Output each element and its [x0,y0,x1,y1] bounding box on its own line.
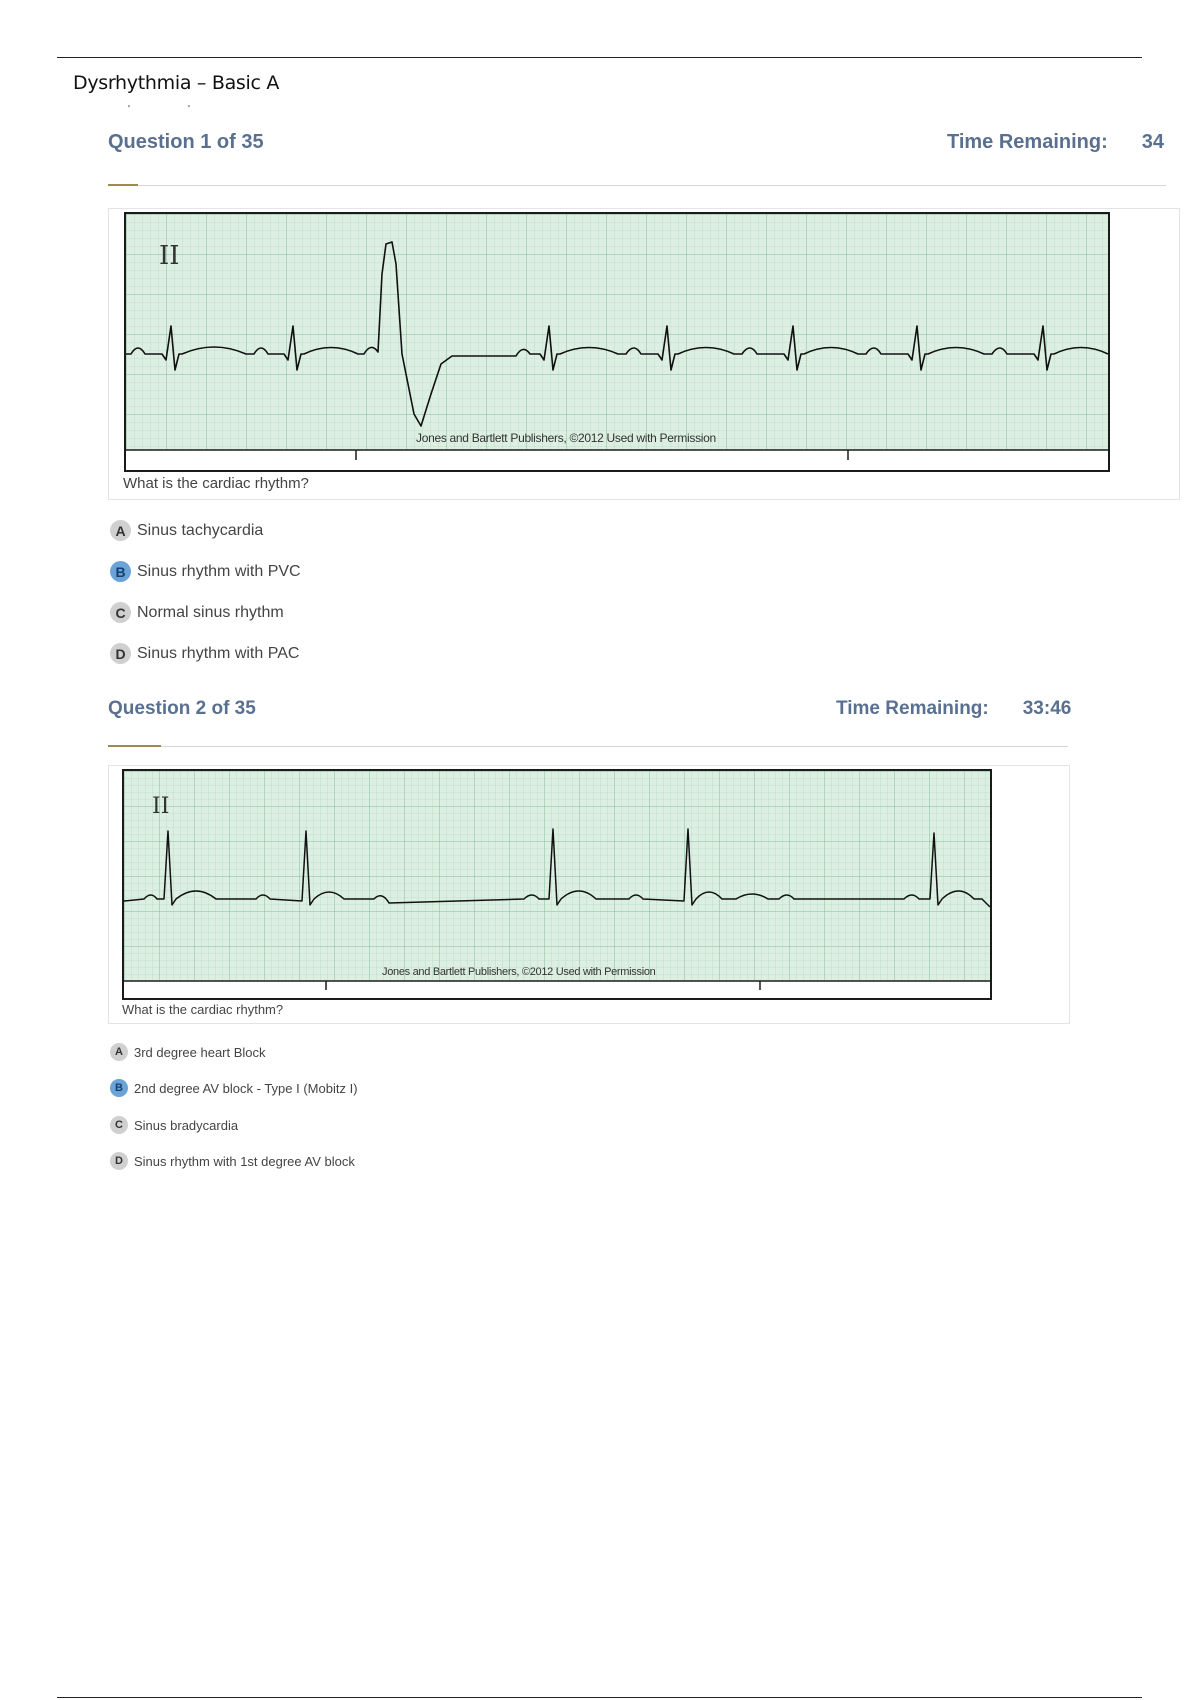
image-credit: Jones and Bartlett Publishers, ©2012 Used with Permission [382,966,656,978]
option-letter-badge-selected: B [110,561,131,582]
option-letter-badge: D [110,1152,128,1170]
option-label: 3rd degree heart Block [134,1044,266,1060]
option-label: Sinus tachycardia [137,521,264,539]
ecg-strip-image [124,212,1110,472]
question-panel [108,765,1070,1024]
option-letter-badge: D [110,643,131,664]
option-label: Sinus rhythm with PVC [137,562,301,580]
answer-option[interactable] [110,1152,355,1170]
top-rule [57,57,1142,58]
option-label: Normal sinus rhythm [137,603,284,621]
time-remaining-value: 34 [1141,131,1164,153]
answer-option[interactable] [110,520,263,541]
ecg-strip-image [122,769,992,1000]
answer-option[interactable] [110,602,284,623]
answer-option-selected[interactable] [110,1079,358,1097]
answer-option[interactable] [110,1043,266,1061]
document-title: Dysrhythmia – Basic A [73,72,280,94]
option-letter-badge: A [110,520,131,541]
question-prompt: What is the cardiac rhythm? [123,475,309,492]
option-letter-badge: A [110,1043,128,1061]
bottom-rule [57,1697,1142,1698]
option-label: 2nd degree AV block - Type I (Mobitz I) [134,1080,358,1096]
question-divider [108,746,1068,747]
time-remaining-value: 33:46 [1022,698,1072,719]
ecg-lead-label: II [159,241,180,271]
time-remaining-label: Time Remaining: [836,698,989,719]
time-remaining [836,698,1071,720]
time-remaining [947,131,1164,154]
option-letter-badge: C [110,1116,128,1134]
question-prompt: What is the cardiac rhythm? [122,1002,284,1017]
answer-option[interactable] [110,643,299,664]
question-divider [108,185,1166,186]
option-letter-badge: C [110,602,131,623]
question-panel [108,208,1180,500]
ecg-lead-label: II [152,794,170,819]
question-heading: Question 1 of 35 [108,131,264,153]
option-letter-badge-selected: B [110,1079,128,1097]
ecg-strip [124,771,990,998]
question-heading: Question 2 of 35 [108,698,256,719]
option-label: Sinus rhythm with PAC [137,644,300,662]
stray-mark: ' [128,104,130,115]
answer-option-selected[interactable] [110,561,301,582]
option-label: Sinus bradycardia [134,1117,239,1133]
stray-mark: ' [188,104,190,115]
answer-option[interactable] [110,1116,238,1134]
time-remaining-label: Time Remaining: [946,131,1108,153]
option-label: Sinus rhythm with 1st degree AV block [134,1153,355,1169]
image-credit: Jones and Bartlett Publishers, ©2012 Used with Permission [416,431,716,445]
